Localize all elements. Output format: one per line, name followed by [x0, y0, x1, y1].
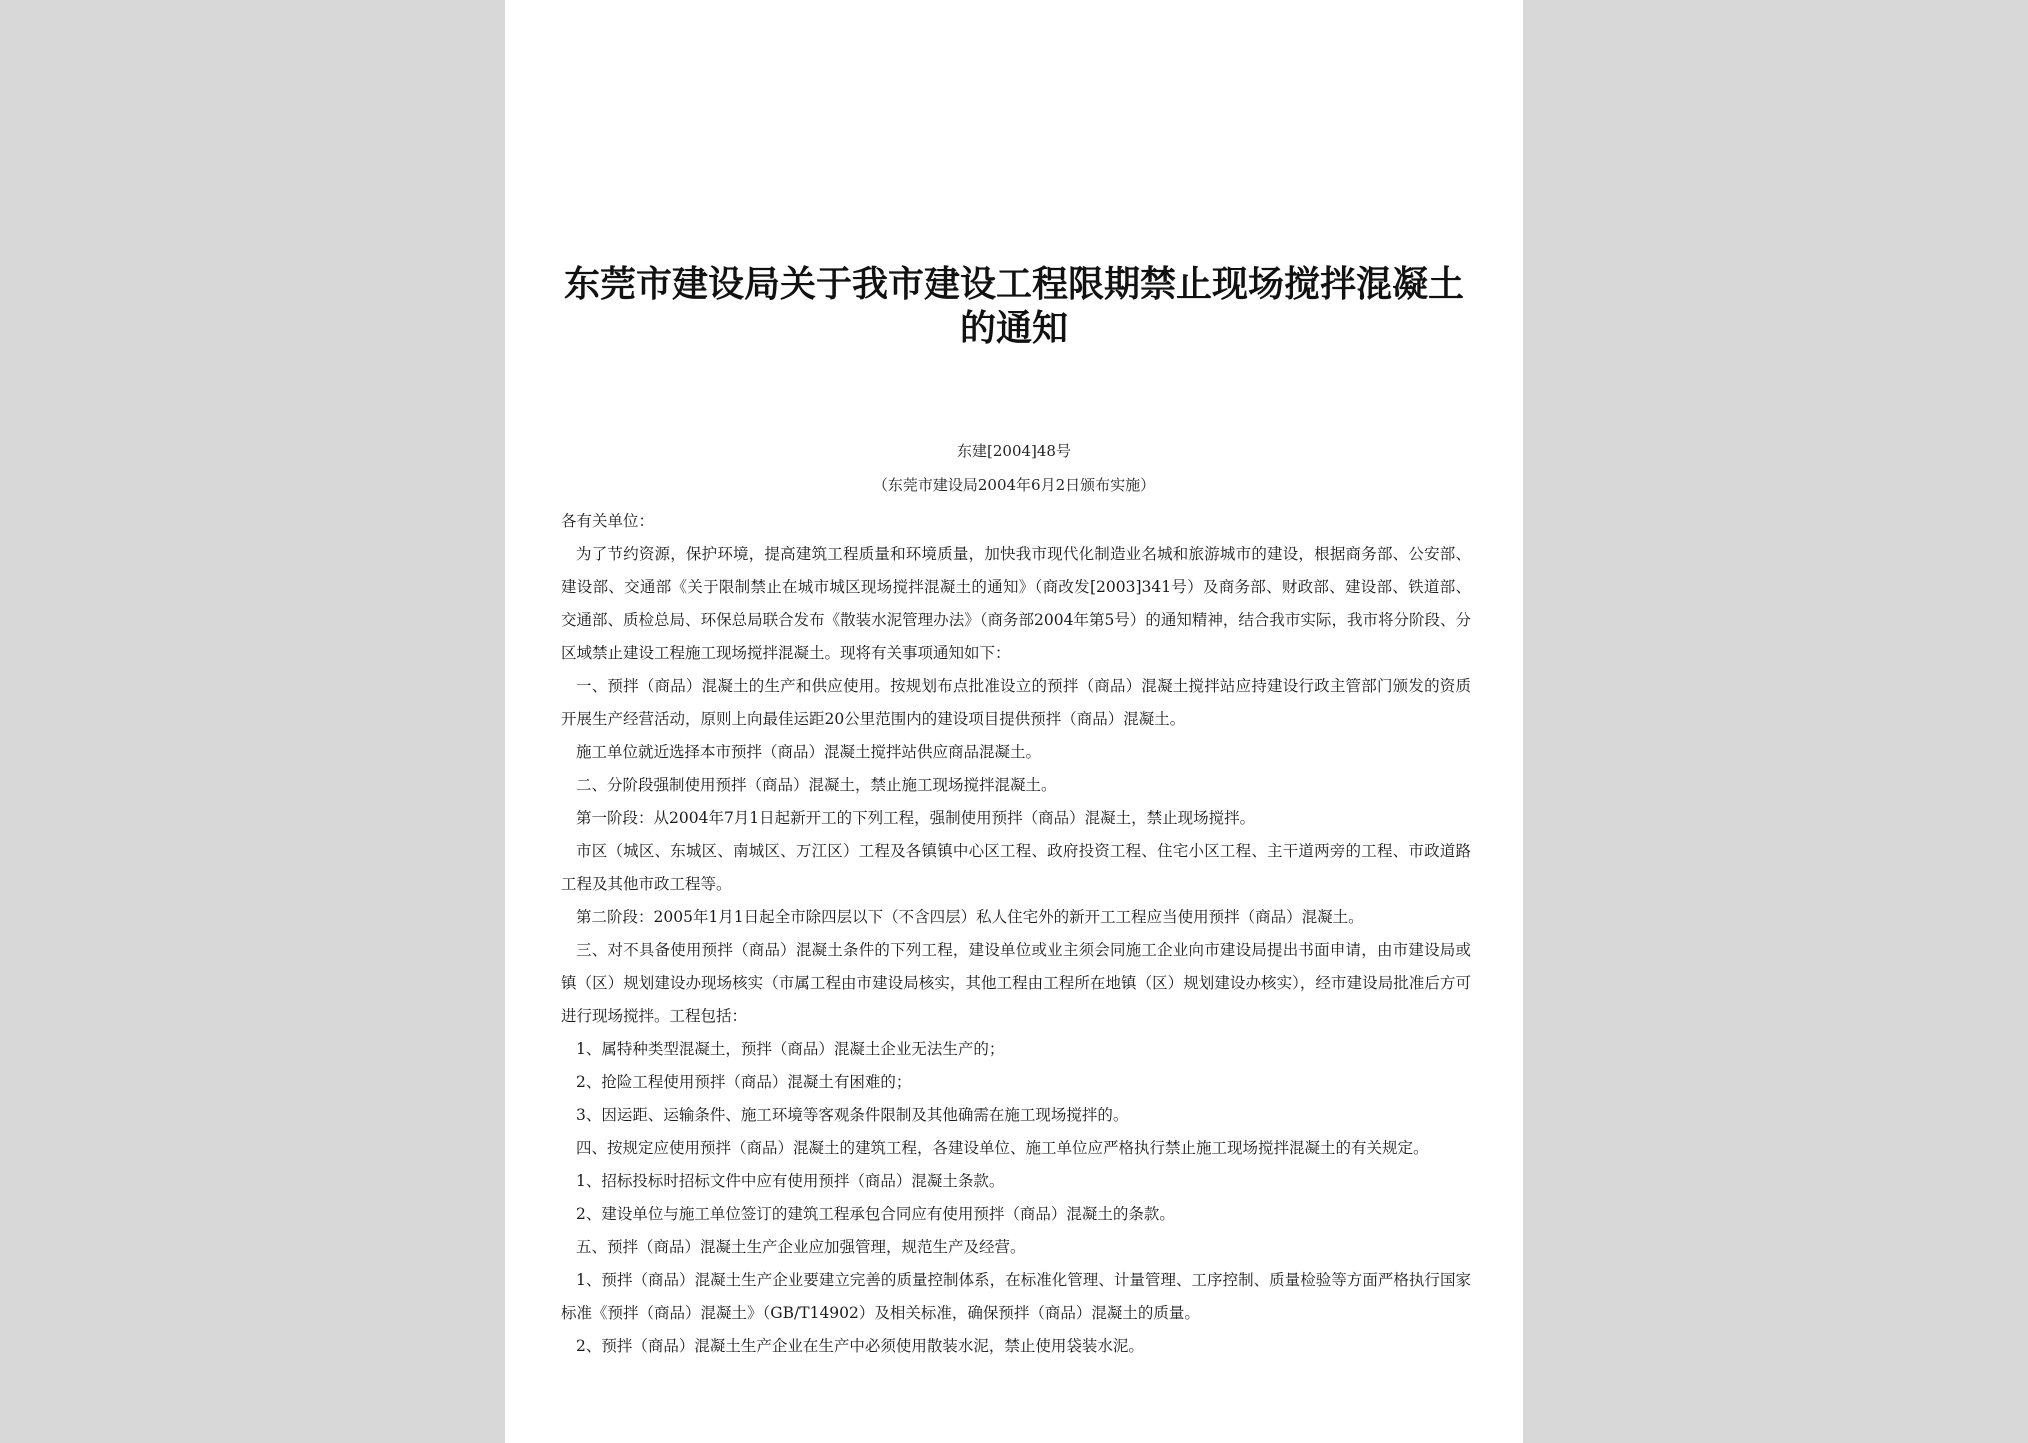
paragraph: 一、预拌（商品）混凝土的生产和供应使用。按规划布点批准设立的预拌（商品）混凝土搅拌站应持建设行政主管部门颁发的资质开展生产经营活动，原则上向最佳运距20公里范围内的建设项目提供预拌（商品）混凝土。 — [561, 677, 1471, 728]
document-body — [561, 505, 1471, 1363]
paragraph: 2、建设单位与施工单位签订的建筑工程承包合同应有使用预拌（商品）混凝土的条款。 — [576, 1205, 1175, 1223]
paragraph: 1、招标投标时招标文件中应有使用预拌（商品）混凝土条款。 — [576, 1172, 1005, 1190]
paragraph: 3、因运距、运输条件、施工环境等客观条件限制及其他确需在施工现场搅拌的。 — [576, 1106, 1129, 1124]
paragraph: 第一阶段：从2004年7月1日起新开工的下列工程，强制使用预拌（商品）混凝土，禁止现场搅拌。 — [576, 809, 1256, 827]
paragraph: 三、对不具备使用预拌（商品）混凝土条件的下列工程，建设单位或业主须会同施工企业向市建设局提出书面申请，由市建设局或镇（区）规划建设办现场核实（市属工程由市建设局核实，其他工程由工程所在地镇（区）规划建设办核实），经市建设局批准后方可进行现场搅拌。工程包括： — [561, 941, 1471, 1025]
issue-note: （东莞市建设局2004年6月2日颁布实施） — [872, 476, 1156, 494]
paragraph: 二、分阶段强制使用预拌（商品）混凝土，禁止施工现场搅拌混凝土。 — [576, 776, 1057, 794]
document-title: 东莞市建设局关于我市建设工程限期禁止现场搅拌混凝土的通知 — [563, 263, 1464, 349]
paragraph: 第二阶段：2005年1月1日起全市除四层以下（不含四层）私人住宅外的新开工工程应当使用预拌（商品）混凝土。 — [576, 908, 1364, 926]
paragraph: 五、预拌（商品）混凝土生产企业应加强管理，规范生产及经营。 — [576, 1238, 1026, 1256]
paragraph: 2、预拌（商品）混凝土生产企业在生产中必须使用散装水泥，禁止使用袋装水泥。 — [576, 1337, 1144, 1355]
paragraph: 市区（城区、东城区、南城区、万江区）工程及各镇镇中心区工程、政府投资工程、住宅小区工程、主干道两旁的工程、市政道路工程及其他市政工程等。 — [561, 842, 1471, 893]
paragraph: 1、属特种类型混凝土，预拌（商品）混凝土企业无法生产的； — [576, 1040, 1005, 1058]
paragraph: 为了节约资源，保护环境，提高建筑工程质量和环境质量，加快我市现代化制造业名城和旅游城市的建设，根据商务部、公安部、建设部、交通部《关于限制禁止在城市城区现场搅拌混凝土的通知》（商改发[2003]341号）及商务部、财政部、建设部、铁道部、交通部、质检总局、环保总局联合发布《散装水泥管理办法》（商务部2004年第5号）的通知精神，结合我市实际，我市将分阶段、分区域禁止建设工程施工现场搅拌混凝土。现将有关事项通知如下： — [561, 545, 1471, 662]
paragraph: 施工单位就近选择本市预拌（商品）混凝土搅拌站供应商品混凝土。 — [576, 743, 1042, 761]
document-number: 东建[2004]48号 — [957, 442, 1071, 460]
salutation: 各有关单位： — [561, 512, 655, 530]
paragraph: 四、按规定应使用预拌（商品）混凝土的建筑工程，各建设单位、施工单位应严格执行禁止施工现场搅拌混凝土的有关规定。 — [576, 1139, 1429, 1157]
document-page — [505, 0, 1523, 1443]
paragraph: 1、预拌（商品）混凝土生产企业要建立完善的质量控制体系，在标准化管理、计量管理、工序控制、质量检验等方面严格执行国家标准《预拌（商品）混凝土》（GB/T14902）及相关标准，确保预拌（商品）混凝土的质量。 — [561, 1271, 1471, 1322]
paragraph: 2、抢险工程使用预拌（商品）混凝土有困难的； — [576, 1073, 912, 1091]
